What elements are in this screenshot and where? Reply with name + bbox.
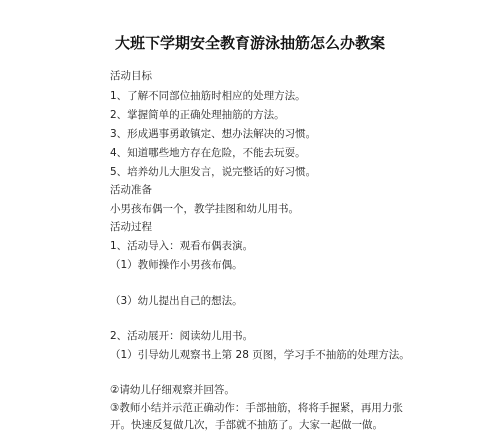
document-title: 大班下学期安全教育游泳抽筋怎么办教案 [114, 34, 385, 52]
process-step-2: 2、活动展开：阅读幼儿用书。 [110, 330, 254, 342]
objective-item-5: 5、培养幼儿大胆发言，说完整话的好习惯。 [110, 166, 317, 178]
process-substep: （1）教师操作小男孩布偶。 [110, 259, 243, 271]
process-substep: ③教师小结并示范正确动作：手部抽筋，将将手握紧，再用力张开。快速反复做几次，手部就不抽筋了。大家一起做一做。 [110, 402, 403, 431]
process-step-1: 1、活动导入：观看布偶表演。 [110, 240, 254, 252]
preparation-text: 小男孩布偶一个，教学挂图和幼儿用书。 [110, 203, 299, 215]
section-heading-objectives: 活动目标 [110, 70, 152, 82]
process-substep: （1）引导幼儿观察书上第 28 页图，学习手不抽筋的处理方法。 [110, 349, 410, 361]
objective-item-3: 3、形成遇事勇敢镇定、想办法解决的习惯。 [110, 128, 317, 140]
section-heading-preparation: 活动准备 [110, 184, 152, 196]
process-substep: ②请幼儿仔细观察并回答。 [110, 384, 235, 396]
objective-item-2: 2、掌握简单的正确处理抽筋的方法。 [110, 109, 285, 121]
section-heading-process: 活动过程 [110, 221, 152, 233]
objective-item-1: 1、了解不同部位抽筋时相应的处理方法。 [110, 90, 306, 102]
objective-item-4: 4、知道哪些地方存在危险，不能去玩耍。 [110, 147, 306, 159]
process-substep: （3）幼儿提出自己的想法。 [110, 295, 243, 307]
